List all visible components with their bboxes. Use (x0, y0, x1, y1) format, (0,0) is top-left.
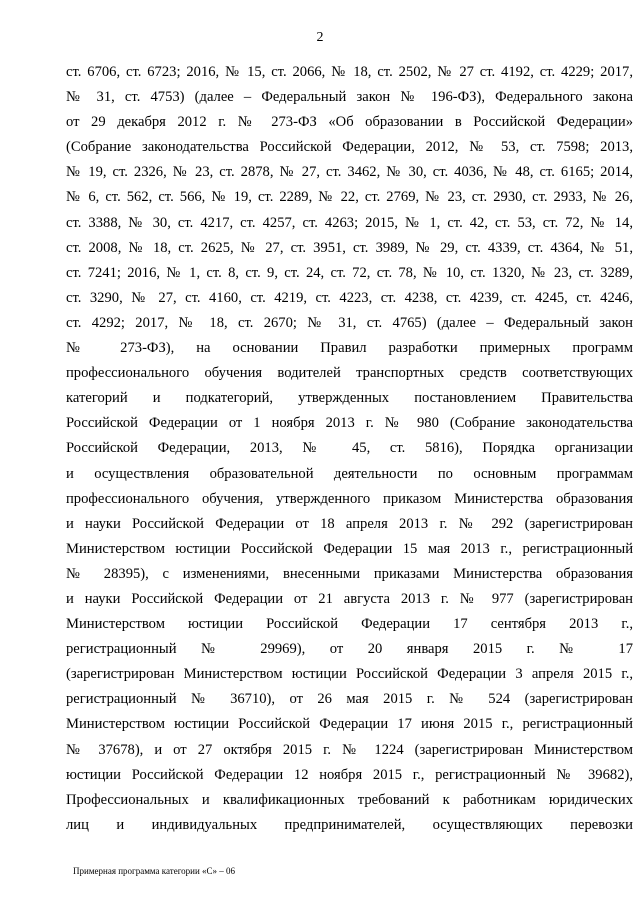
text-line: лиц и индивидуальных предпринимателей, осуществляющих перевозки (66, 816, 633, 833)
text-line: (зарегистрирован Министерством юстиции Российской Федерации 3 апреля 2015 г., (66, 666, 633, 683)
text-line: Российской Федерации, 2013, № 45, ст. 5816), Порядка организации (66, 440, 633, 457)
text-line: № 37678), и от 27 октября 2015 г. № 1224 (зарегистрирован Министерством (66, 741, 633, 758)
document-body (66, 60, 633, 838)
text-line: регистрационный № 29969), от 20 января 2015 г. № 17 (66, 641, 633, 658)
text-line: № 6, ст. 562, ст. 566, № 19, ст. 2289, № 22, ст. 2769, № 23, ст. 2930, ст. 2933, № 26, (66, 189, 633, 206)
text-line: юстиции Российской Федерации 12 ноября 2015 г., регистрационный № 39682), (66, 766, 633, 783)
text-line: и науки Российской Федерации от 18 апреля 2013 г. № 292 (зарегистрирован (66, 515, 633, 532)
text-line: ст. 6706, ст. 6723; 2016, № 15, ст. 2066, № 18, ст. 2502, № 27 ст. 4192, ст. 4229; 2017, (66, 64, 633, 80)
page-footer: Примерная программа категории «С» – 06 (73, 866, 236, 876)
text-line: ст. 3388, № 30, ст. 4217, ст. 4257, ст. 4263; 2015, № 1, ст. 42, ст. 53, ст. 72, № 14, (66, 214, 633, 231)
text-line: профессионального обучения водителей транспортных средств соответствующих (66, 365, 633, 382)
text-line: ст. 7241; 2016, № 1, ст. 8, ст. 9, ст. 24, ст. 72, ст. 78, № 10, ст. 1320, № 23, ст. 3289, (66, 264, 633, 281)
text-line: № 273-ФЗ), на основании Правил разработки примерных программ (66, 340, 633, 357)
text-line: № 19, ст. 2326, № 23, ст. 2878, № 27, ст. 3462, № 30, ст. 4036, № 48, ст. 6165; 2014, (66, 164, 633, 181)
text-line: ст. 4292; 2017, № 18, ст. 2670; № 31, ст. 4765) (далее – Федеральный закон (66, 314, 633, 331)
text-line: профессионального обучения, утвержденного приказом Министерства образования (66, 490, 633, 507)
text-line: и науки Российской Федерации от 21 августа 2013 г. № 977 (зарегистрирован (66, 590, 633, 607)
text-line: (Собрание законодательства Российской Федерации, 2012, № 53, ст. 7598; 2013, (66, 139, 633, 156)
text-line: ст. 3290, № 27, ст. 4160, ст. 4219, ст. 4223, ст. 4238, ст. 4239, ст. 4245, ст. 4246, (66, 289, 633, 306)
text-line: Профессиональных и квалификационных требований к работникам юридических (66, 791, 633, 808)
text-line: Министерством юстиции Российской Федерации 15 мая 2013 г., регистрационный (66, 540, 633, 557)
text-line: Министерством юстиции Российской Федерации 17 сентября 2013 г., (66, 616, 633, 633)
text-line: Министерством юстиции Российской Федерации 17 июня 2015 г., регистрационный (66, 716, 633, 733)
text-line: № 31, ст. 4753) (далее – Федеральный закон № 196-ФЗ), Федерального закона (66, 89, 633, 106)
text-line: № 28395), с изменениями, внесенными приказами Министерства образования (66, 565, 633, 582)
text-line: Российской Федерации от 1 ноября 2013 г. № 980 (Собрание законодательства (66, 415, 633, 432)
text-line: регистрационный № 36710), от 26 мая 2015 г. № 524 (зарегистрирован (66, 691, 633, 708)
text-line: и осуществления образовательной деятельности по основным программам (66, 465, 633, 482)
page-number: 2 (316, 30, 324, 45)
text-line: ст. 2008, № 18, ст. 2625, № 27, ст. 3951, ст. 3989, № 29, ст. 4339, ст. 4364, № 51, (66, 239, 633, 256)
text-line: от 29 декабря 2012 г. № 273-ФЗ «Об образовании в Российской Федерации» (66, 114, 633, 131)
text-line: категорий и подкатегорий, утвержденных постановлением Правительства (66, 390, 633, 407)
